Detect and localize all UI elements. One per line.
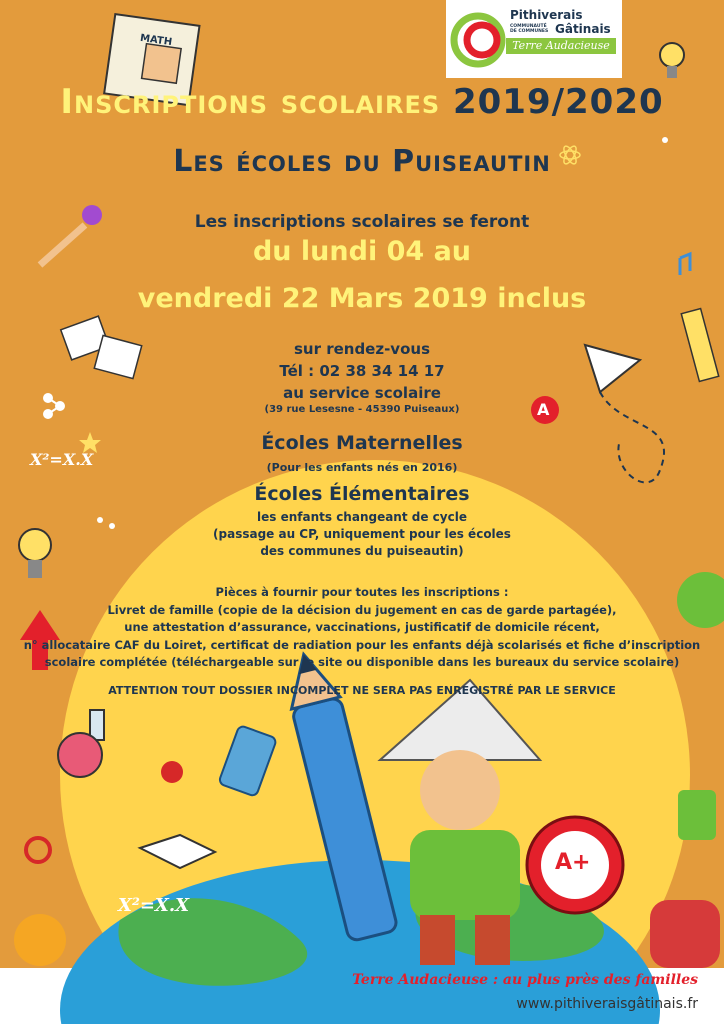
elementaires-note-line3: des communes du puiseautin) <box>260 544 464 558</box>
math-book-label: MATH <box>139 32 173 49</box>
subtitle: Les écoles du Puiseautin <box>173 144 551 179</box>
elementaires-note <box>0 509 724 560</box>
documents-line3: une attestation d’assurance, vaccinations, justificatif de domicile récent, <box>124 620 600 634</box>
green-calculator-icon <box>678 790 716 840</box>
ball-illustration <box>14 914 66 966</box>
logo-tagline: Terre Audacieuse <box>506 38 616 54</box>
title-year: 2019/2020 <box>452 82 664 122</box>
contact-block <box>0 338 724 404</box>
title-part1: Inscriptions scolaires <box>60 82 453 122</box>
backpack-illustration <box>650 900 720 968</box>
elementaires-heading: Écoles Élémentaires <box>254 483 470 505</box>
intro-lead: Les inscriptions scolaires se feront <box>194 212 530 232</box>
elementaires-note-line2: (passage au CP, uniquement pour les écoles <box>213 527 511 541</box>
contact-address: (39 rue Lesesne - 45390 Puiseaux) <box>264 404 460 415</box>
contact-service: au service scolaire <box>283 384 441 402</box>
letter-a: A <box>537 400 550 419</box>
maternelles-note: (Pour les enfants nés en 2016) <box>266 461 458 474</box>
logo-emblem-icon <box>450 10 506 70</box>
apple-icon <box>161 761 183 783</box>
date-line2: vendredi 22 Mars 2019 inclus <box>137 283 587 314</box>
contact-phone: Tél : 02 38 34 14 17 <box>279 362 445 380</box>
documents-line2: Livret de famille (copie de la décision du jugement en cas de garde partagée), <box>107 602 617 617</box>
elementaires-note-line1: les enfants changeant de cycle <box>257 510 467 524</box>
date-line1: du lundi 04 au <box>252 236 472 267</box>
attention-notice: ATTENTION TOUT DOSSIER INCOMPLET NE SERA PAS ENREGISTRÉ PAR LE SERVICE <box>108 684 616 697</box>
logo-cc-text: COMMUNAUTÉ DE COMMUNES <box>510 24 549 34</box>
documents-line1: Pièces à fournir pour toutes les inscriptions : <box>215 585 509 599</box>
documents-required <box>0 584 724 672</box>
contact-appointment: sur rendez-vous <box>293 340 431 358</box>
page-title <box>0 82 724 122</box>
footer-tagline: Terre Audacieuse : au plus près des familles <box>352 972 698 988</box>
logo-brand-line1: Pithiverais <box>510 8 583 22</box>
logo-brand-line2: Gâtinais <box>555 22 611 36</box>
documents-line5: scolaire complétée (téléchargeable sur le site ou disponible dans les bureaux du service scolaire) <box>44 655 680 669</box>
formula-left: X²=X.X <box>30 450 94 469</box>
documents-line4: n° allocataire CAF du Loiret, certificat de radiation pour les enfants déjà scolarisés et fiche d’inscription <box>23 637 701 652</box>
formula-bottom: X²=X.X <box>118 895 190 916</box>
maternelles-heading: Écoles Maternelles <box>261 432 463 454</box>
grade-badge: A+ <box>555 850 591 875</box>
footer-url[interactable]: www.pithiveraisgâtinais.fr <box>516 996 698 1012</box>
